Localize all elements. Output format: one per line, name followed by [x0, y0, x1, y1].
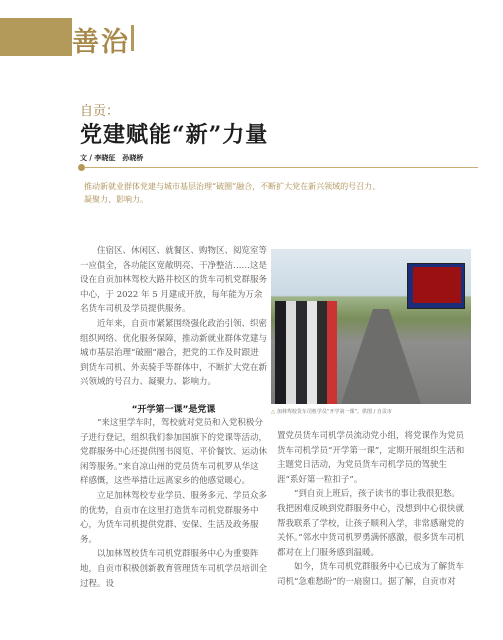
- intro-paragraph: 近年来，自贡市紧紧围绕强化政治引领、织密组织网络、优化服务保障，推动新就业群体党建与城市基层治理“破圈”融合，把党的工作及时跟进到货车司机、外卖骑手等群体中，不断扩大党在新兴领域的号召力、凝聚力、影响力。: [80, 318, 268, 388]
- lead-rule-line: [84, 167, 478, 168]
- article-subhead: “开学第一课”是党课: [131, 405, 216, 415]
- photo-road: [341, 309, 421, 404]
- article-kicker: 自贡：: [80, 104, 120, 119]
- photo-caption: [271, 408, 481, 415]
- article-photo: [271, 249, 471, 404]
- section-tab: [0, 18, 72, 56]
- section-title: 善治: [72, 27, 130, 58]
- body-right-column: [277, 429, 468, 590]
- photo-led-screen: [413, 267, 461, 303]
- article-lead: 推动新就业群体党建与城市基层治理“破圈”融合，不断扩大党在新兴领域的号召力、凝聚力、影响力。: [84, 182, 381, 204]
- body-left-column: [80, 416, 267, 591]
- intro-column: [80, 244, 267, 390]
- intro-paragraph: 住宿区、休闲区、就餐区、购物区、阅览室等一应俱全，各功能区宽敞明亮、干净整洁……这是设在自贡加林驾校大路井校区的货车司机党群服务中心，于 2022 年 5 月建成开放，每年能为万余名货车司机及学员提供服务。: [80, 246, 268, 315]
- body-paragraph: 以加林驾校货车司机党群服务中心为重要阵地，自贡市积极创新教育管理货车司机学员培训全过程。设: [80, 549, 268, 589]
- article-headline: 党建赋能“新”力量: [80, 122, 269, 148]
- photo-caption-text: 加林驾校货车司机学员“开学第一课”。供图 / 自贡市: [276, 409, 392, 415]
- photo-people: [275, 301, 337, 404]
- body-paragraph: “来这里学车时，驾校就对党员和入党积极分子进行登记，组织我们参加国旗下的党课等活动，党群服务中心还提供图书阅览、平价餐饮、运动休闲等服务。”来自凉山州的党员货车司机罗从华这样感慨，这些举措让远离家乡的他感觉暖心。: [80, 418, 268, 487]
- body-paragraph: 如今，货车司机党群服务中心已成为了解货车司机“急难愁盼”的一扇窗口。据了解，自贡市对: [277, 562, 465, 587]
- section-divider: [131, 25, 134, 51]
- body-paragraph: 立足加林驾校专业学员、服务多元、学员众多的优势，自贡市在这里打造货车司机党群服务中心，为货车司机提供党群、安保、生活及政务服务。: [80, 490, 268, 545]
- body-paragraph: 置党员货车司机学员流动党小组，将党课作为党员货车司机学员“开学第一课”，定期开展组织生活和主题党日活动，为党员货车司机学员的驾驶生涯“系好第一粒扣子”。: [277, 431, 465, 485]
- article-byline: 文 / 李晓征 孙晓桥: [80, 153, 144, 162]
- caption-marker-icon: △: [271, 409, 275, 415]
- body-paragraph: “到自贡上班后，孩子读书的事让我很犯愁。我把困难反映到党群服务中心，没想到中心很快就帮我联系了学校，让孩子顺利入学，非常感谢党的关怀。”邻水中货司机罗勇满怀感激，很多货车司机都对在上门服务感到温暖。: [277, 489, 465, 558]
